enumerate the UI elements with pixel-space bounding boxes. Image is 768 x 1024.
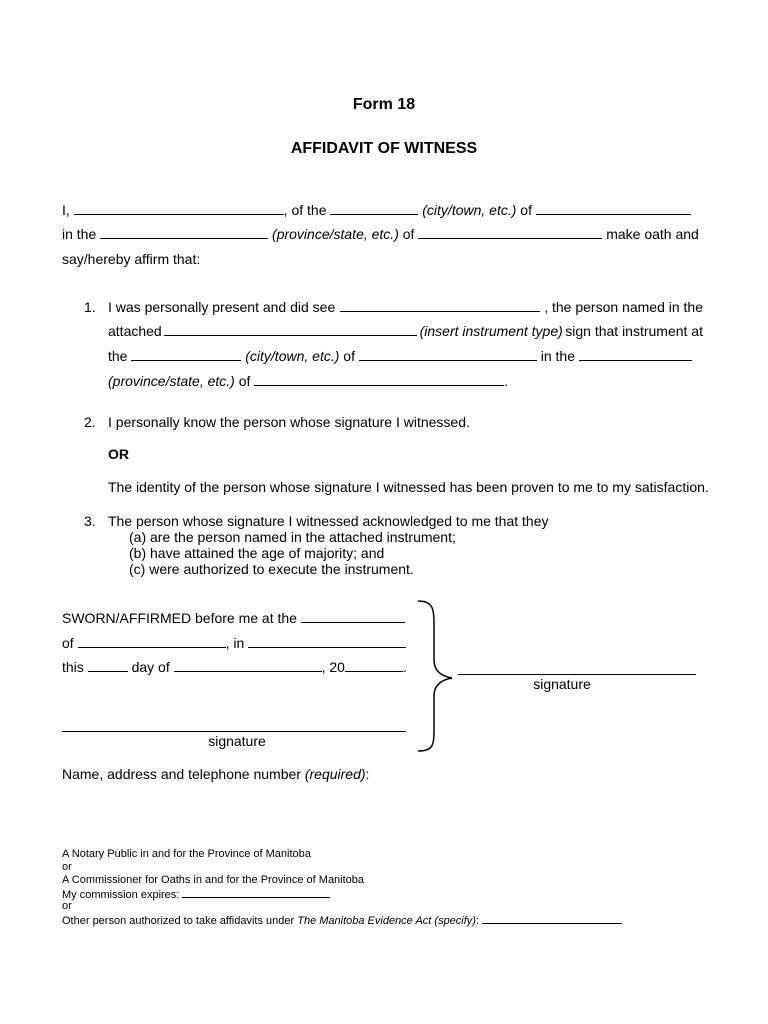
sworn-period: . xyxy=(402,659,407,675)
item1-text-b: , the person named in the xyxy=(544,299,703,315)
item3-sub-text: are the person named in the attached instrument; xyxy=(150,529,456,545)
intro-line-2 xyxy=(62,226,699,242)
name-address-colon: : xyxy=(365,766,370,782)
sworn-line-2 xyxy=(62,635,406,651)
intro-of: of xyxy=(520,202,532,218)
footer-or-1: or xyxy=(62,861,72,873)
signer-name-field[interactable] xyxy=(340,299,540,312)
item3-sub-label: (c) xyxy=(129,561,146,577)
commissioner-signature-label: signature xyxy=(208,733,266,749)
intro-of2: of xyxy=(402,226,415,242)
item3-sub-b xyxy=(129,545,384,561)
intro-line-1 xyxy=(62,202,691,218)
footer-expires xyxy=(62,887,330,902)
sworn-line-3 xyxy=(62,659,407,675)
item1-line-3 xyxy=(108,348,692,364)
item1-of-2: of xyxy=(238,373,251,389)
brace-icon xyxy=(414,598,454,754)
item3-text: The person whose signature I witnessed acknowledged to me that they xyxy=(108,513,549,529)
footer-commissioner: A Commissioner for Oaths in and for the Province of Manitoba xyxy=(62,874,365,886)
sworn-line-1 xyxy=(62,610,405,626)
item1-province-hint: (province/state, etc.) xyxy=(108,373,235,389)
document-title: AFFIDAVIT OF WITNESS xyxy=(290,140,478,157)
deponent-city-field[interactable] xyxy=(330,202,418,215)
item1-instrument-hint: (insert instrument type) xyxy=(419,323,563,339)
item2-number: 2. xyxy=(84,414,96,430)
item2-identity: The identity of the person whose signature I witnessed has been proven to me to my satisfaction. xyxy=(108,479,709,495)
intro-of-the: , of the xyxy=(283,202,327,218)
sworn-place-field[interactable] xyxy=(301,610,405,623)
item1-the: the xyxy=(108,348,128,364)
intro-city-hint: (city/town, etc.) xyxy=(422,202,517,218)
signing-province-field[interactable] xyxy=(579,348,692,361)
name-address-text: Name, address and telephone number xyxy=(62,766,301,782)
intro-make-oath: make oath and xyxy=(606,226,699,242)
name-address-line xyxy=(62,766,369,782)
footer-notary: A Notary Public in and for the Province of Manitoba xyxy=(62,848,311,860)
item3-sub-a xyxy=(129,529,456,545)
item1-text-a: I was personally present and did see xyxy=(108,299,336,315)
deponent-name-field[interactable] xyxy=(74,202,284,215)
item1-in-the: in the xyxy=(540,348,575,364)
item1-line-4 xyxy=(108,373,508,389)
item3-sub-text: have attained the age of majority; and xyxy=(150,545,385,561)
item3-sub-c xyxy=(129,561,414,577)
footer-or-2: or xyxy=(62,900,72,912)
sworn-month-field[interactable] xyxy=(174,659,322,672)
commissioner-signature-line[interactable] xyxy=(62,731,406,732)
sworn-year-prefix: , 20 xyxy=(321,659,345,675)
footer-other-colon: : xyxy=(475,915,480,927)
item3-sub-text: were authorized to execute the instrument. xyxy=(149,561,414,577)
item1-city-hint: (city/town, etc.) xyxy=(245,348,340,364)
item3-sub-label: (b) xyxy=(129,545,147,561)
intro-affirm: say/hereby affirm that: xyxy=(62,251,201,267)
item1-period: . xyxy=(504,373,509,389)
item1-sign-text: sign that instrument at xyxy=(565,323,703,339)
instrument-type-field[interactable] xyxy=(164,323,417,336)
item1-attached: attached xyxy=(108,323,162,339)
intro-i: I, xyxy=(62,202,70,218)
form-number: Form 18 xyxy=(352,96,416,113)
deponent-city-name-field[interactable] xyxy=(536,202,691,215)
deponent-signature-label: signature xyxy=(533,676,591,692)
intro-in-the: in the xyxy=(62,226,97,242)
sworn-of: of xyxy=(62,635,74,651)
footer-other xyxy=(62,913,622,928)
footer-other-act: The Manitoba Evidence Act (specify) xyxy=(297,915,476,927)
signing-city-field[interactable] xyxy=(131,348,241,361)
item2-or: OR xyxy=(108,446,129,462)
name-address-required: (required) xyxy=(304,766,366,782)
item1-number: 1. xyxy=(84,299,96,315)
intro-province-hint: (province/state, etc.) xyxy=(272,226,399,242)
deponent-province-field[interactable] xyxy=(100,226,268,239)
item2-text: I personally know the person whose signature I witnessed. xyxy=(108,414,470,430)
sworn-day-of: day of xyxy=(131,659,170,675)
sworn-in: , in xyxy=(225,635,245,651)
sworn-year-field[interactable] xyxy=(345,659,403,672)
item1-line-2 xyxy=(108,323,703,339)
sworn-text: SWORN/AFFIRMED before me at the xyxy=(62,610,297,626)
signing-province-name-field[interactable] xyxy=(254,373,504,386)
item3-sub-label: (a) xyxy=(129,529,147,545)
item1-line-1 xyxy=(108,299,703,315)
other-authority-field[interactable] xyxy=(482,913,622,924)
commission-expiry-field[interactable] xyxy=(182,887,330,898)
sworn-this: this xyxy=(62,659,84,675)
sworn-city-field[interactable] xyxy=(78,635,226,648)
footer-other-text: Other person authorized to take affidavits under xyxy=(62,915,295,927)
sworn-day-field[interactable] xyxy=(88,659,128,672)
deponent-signature-line[interactable] xyxy=(458,674,696,675)
sworn-province-field[interactable] xyxy=(248,635,406,648)
item3-number: 3. xyxy=(84,513,96,529)
item1-of: of xyxy=(343,348,355,364)
deponent-province-name-field[interactable] xyxy=(418,226,602,239)
footer-expires-label: My commission expires: xyxy=(62,889,180,901)
signing-city-name-field[interactable] xyxy=(359,348,537,361)
